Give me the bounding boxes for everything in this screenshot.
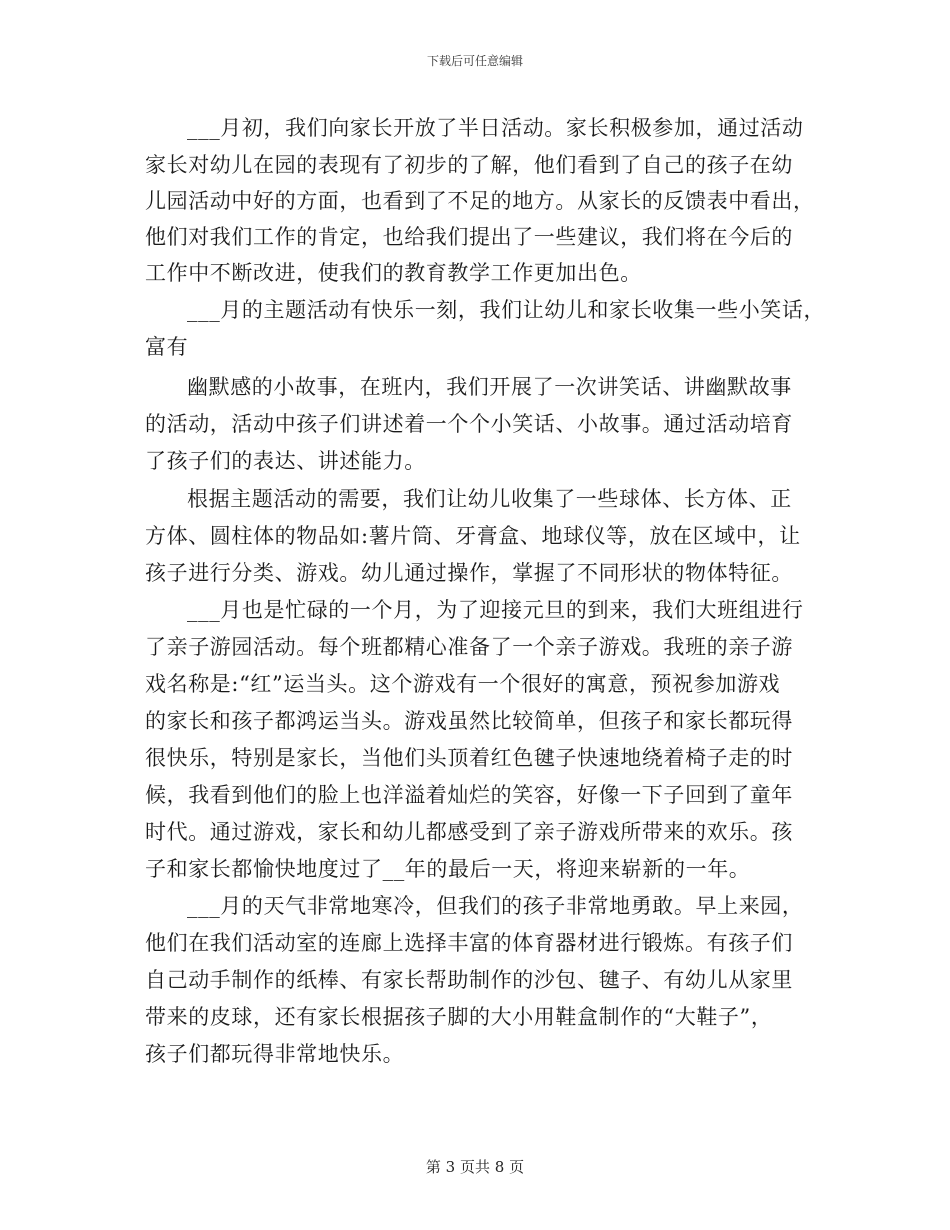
text-line: 孩子进行分类、游戏。幼儿通过操作，掌握了不同形状的物体特征。 — [145, 561, 793, 585]
page-footer: 第 3 页共 8 页 — [425, 1158, 525, 1176]
text-line: 候，我看到他们的脸上也洋溢着灿烂的笑容，好像一下子回到了童年 — [145, 783, 793, 807]
text-line: 幽默感的小故事，在班内，我们开展了一次讲笑话、讲幽默故事 — [187, 375, 792, 399]
text-line: 的家长和孩子都鸿运当头。游戏虽然比较简单，但孩子和家长都玩得 — [145, 709, 793, 733]
text-line: ___月初，我们向家长开放了半日活动。家长积极参加，通过活动 — [187, 116, 804, 140]
text-line: 家长对幼儿在园的表现有了初步的了解，他们看到了自己的孩子在幼 — [145, 153, 793, 177]
text-line: 戏名称是:“红”运当头。这个游戏有一个很好的寓意，预祝参加游戏 — [145, 672, 781, 696]
text-line: ___月的主题活动有快乐一刻，我们让幼儿和家长收集一些小笑话， — [187, 298, 826, 322]
text-line: 自己动手制作的纸棒、有家长帮助制作的沙包、毽子、有幼儿从家里 — [145, 968, 793, 992]
text-line: 的活动，活动中孩子们讲述着一个个小笑话、小故事。通过活动培育 — [145, 412, 793, 436]
page-header: 下载后可任意编辑 — [426, 54, 523, 68]
text-line: 儿园活动中好的方面，也看到了不足的地方。从家长的反馈表中看出， — [145, 189, 815, 213]
text-line: 子和家长都愉快地度过了__年的最后一天，将迎来崭新的一年。 — [145, 857, 751, 881]
text-line: 时代。通过游戏，家长和幼儿都感受到了亲子游戏所带来的欢乐。孩 — [145, 820, 793, 844]
text-line: ___月也是忙碌的一个月，为了迎接元旦的到来，我们大班组进行 — [187, 598, 804, 622]
text-line: 根据主题活动的需要，我们让幼儿收集了一些球体、长方体、正 — [187, 487, 792, 511]
text-line: 孩子们都玩得非常地快乐。 — [145, 1042, 405, 1066]
text-line: 了孩子们的表达、讲述能力。 — [145, 449, 426, 473]
text-line: 很快乐，特别是家长，当他们头顶着红色毽子快速地绕着椅子走的时 — [145, 746, 793, 770]
text-line: 了亲子游园活动。每个班都精心准备了一个亲子游戏。我班的亲子游 — [145, 635, 793, 659]
text-line: ___月的天气非常地寒冷，但我们的孩子非常地勇敢。早上来园， — [187, 894, 804, 918]
text-line: 带来的皮球，还有家长根据孩子脚的大小用鞋盒制作的“大鞋子”， — [145, 1005, 773, 1029]
text-line: 他们对我们工作的肯定，也给我们提出了一些建议，我们将在今后的 — [145, 225, 793, 249]
text-line: 方体、圆柱体的物品如:薯片筒、牙膏盒、地球仪等，放在区域中，让 — [145, 524, 801, 548]
text-line: 工作中不断改进，使我们的教育教学工作更加出色。 — [145, 261, 642, 285]
text-line: 他们在我们活动室的连廊上选择丰富的体育器材进行锻炼。有孩子们 — [145, 931, 793, 955]
text-line: 富有 — [145, 335, 189, 359]
